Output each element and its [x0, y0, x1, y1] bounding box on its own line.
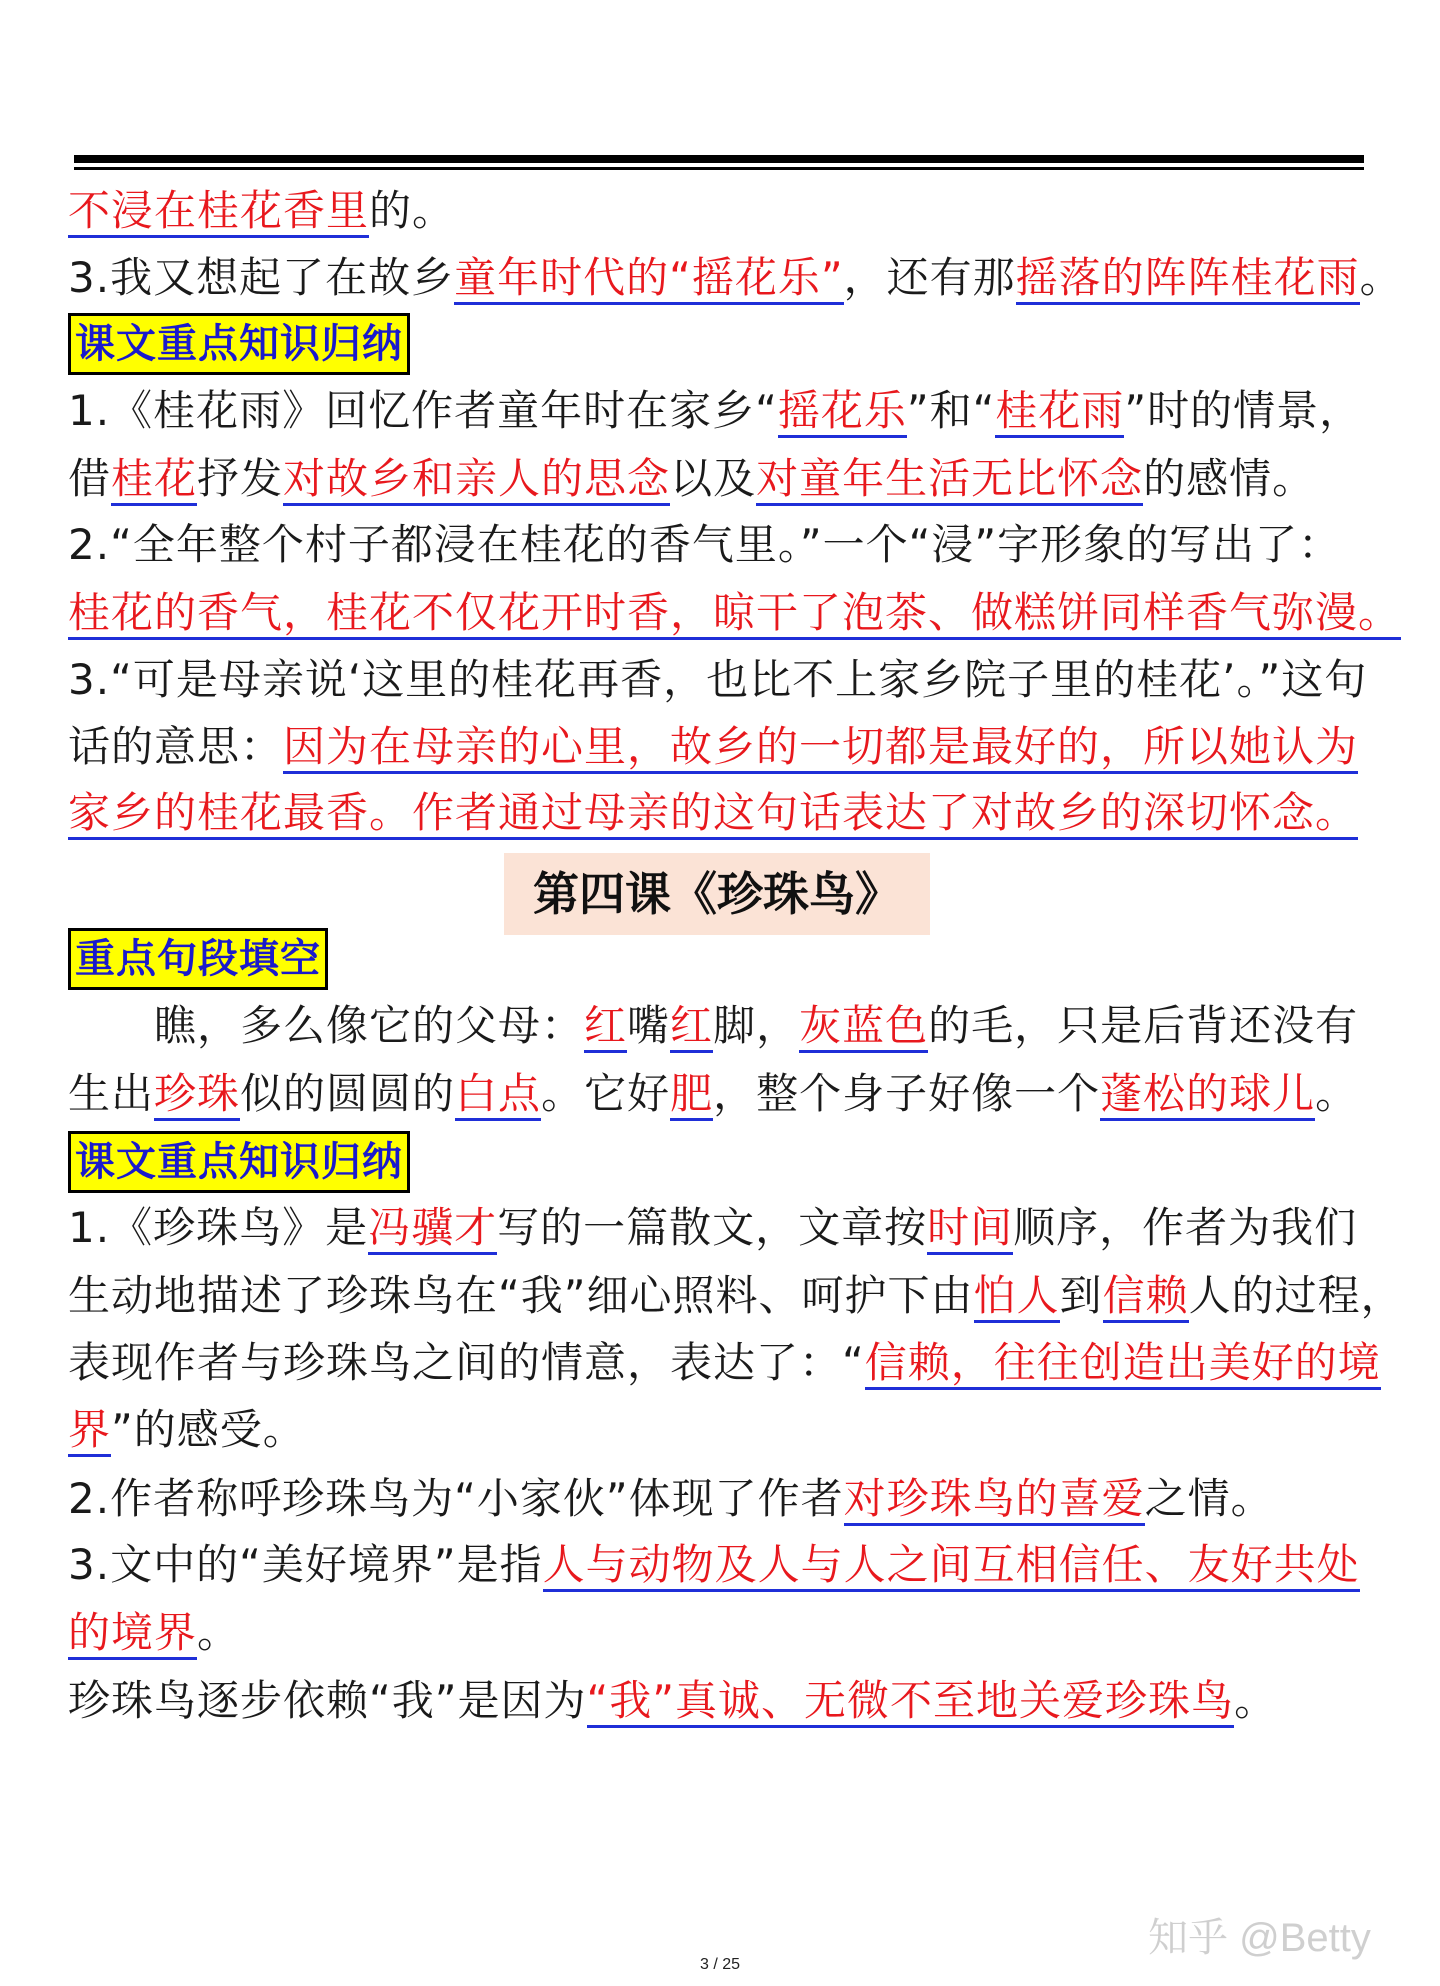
answer-text: 摇花乐	[778, 386, 907, 438]
body-text: 1.《珍珠鸟》是	[68, 1203, 369, 1252]
answer-text: 桂花雨	[995, 386, 1124, 438]
answer-text: 对珍珠鸟的喜爱	[844, 1474, 1145, 1526]
answer-text: 蓬松的球儿	[1100, 1069, 1315, 1121]
text-line	[68, 446, 1315, 512]
answer-text: 童年时代的“摇花乐”	[454, 253, 844, 305]
answer-text: 的境界	[68, 1608, 197, 1660]
section-heading: 课文重点知识归纳	[68, 1131, 410, 1193]
answer-text: 灰蓝色	[799, 1001, 928, 1053]
text-line	[68, 925, 328, 991]
body-text: 。	[1359, 253, 1403, 302]
text-line	[68, 245, 1403, 311]
answer-text: 家乡的桂花最香。作者通过母亲的这句话表达了对故乡的深切怀念。	[68, 788, 1358, 840]
answer-text: 桂花的香气，桂花不仅花开时香，晾干了泡茶、做糕饼同样香气弥漫。	[68, 588, 1401, 640]
answer-text: 摇落的阵阵桂花雨	[1016, 253, 1360, 305]
body-text: 人的过程，	[1188, 1271, 1404, 1320]
text-line	[68, 1600, 240, 1666]
body-text: 话的意思：	[68, 722, 284, 771]
text-line	[68, 178, 455, 244]
answer-text: 红	[584, 1001, 627, 1053]
answer-text: 白点	[455, 1069, 541, 1121]
body-text: 瞧，多么像它的父母：	[68, 1001, 585, 1050]
body-text: 1.《桂花雨》回忆作者童年时在家乡“	[68, 386, 778, 435]
answer-text: 冯骥才	[368, 1203, 497, 1255]
body-text: 以及	[670, 454, 757, 503]
answer-text: “我”真诚、无微不至地关爱珍珠鸟	[587, 1676, 1235, 1728]
text-line	[68, 512, 1341, 578]
body-text: ，整个身子好像一个	[713, 1069, 1101, 1118]
text-line	[68, 1466, 1274, 1532]
answer-text: 对故乡和亲人的思念	[283, 454, 670, 506]
body-text: 的毛，只是后背还没有	[928, 1001, 1359, 1050]
answer-text: 怕人	[974, 1271, 1060, 1323]
body-text: 顺序，作者为我们	[1013, 1203, 1358, 1252]
answer-text: 不浸在桂花香里	[68, 186, 369, 238]
body-text: 。	[1234, 1676, 1278, 1725]
body-text: 的。	[369, 186, 456, 235]
body-text: 似的圆圆的	[240, 1069, 456, 1118]
text-line	[68, 310, 410, 376]
body-text: ”时的情景，	[1124, 386, 1363, 435]
body-text: 3.我又想起了在故乡	[68, 253, 455, 302]
body-text: ，还有那	[843, 253, 1016, 302]
answer-text: 信赖，往往创造出美好的境	[865, 1338, 1381, 1390]
body-text: 。它好	[541, 1069, 671, 1118]
body-text: 。	[197, 1608, 241, 1657]
answer-text: 因为在母亲的心里，故乡的一切都是最好的，所以她认为	[283, 722, 1358, 774]
text-line	[68, 580, 1401, 646]
text-line	[68, 1263, 1404, 1329]
answer-text: 对童年生活无比怀念	[756, 454, 1143, 506]
body-text: ”的感受。	[111, 1405, 306, 1454]
body-text: 脚，	[713, 1001, 800, 1050]
answer-text: 信赖	[1103, 1271, 1189, 1323]
text-line	[68, 780, 1358, 846]
body-text: 珍珠鸟逐步依赖“我”是因为	[68, 1676, 587, 1725]
section-heading: 重点句段填空	[68, 928, 328, 990]
body-text: 3.“可是母亲说‘这里的桂花再香，也比不上家乡院子里的桂花’。”这句	[68, 655, 1368, 704]
text-line	[68, 378, 1362, 444]
text-line	[68, 993, 1358, 1059]
text-line	[68, 1330, 1381, 1396]
text-line	[68, 1532, 1360, 1598]
answer-text: 桂花	[111, 454, 197, 506]
answer-text: 红	[670, 1001, 713, 1053]
body-text: 生出	[68, 1069, 155, 1118]
body-text: 抒发	[197, 454, 284, 503]
header-rule-thick	[74, 155, 1364, 163]
body-text: 2.作者称呼珍珠鸟为“小家伙”体现了作者	[68, 1474, 844, 1523]
answer-text: 人与动物及人与人之间互相信任、友好共处	[543, 1540, 1360, 1592]
text-line	[68, 1061, 1358, 1127]
answer-text: 珍珠	[154, 1069, 240, 1121]
body-text: 2.“全年整个村子都浸在桂花的香气里。”一个“浸”字形象的写出了：	[68, 520, 1342, 569]
section-heading: 课文重点知识归纳	[68, 313, 410, 375]
answer-text: 界	[68, 1405, 111, 1457]
body-text: 的感情。	[1143, 454, 1316, 503]
body-text: 写的一篇散文，文章按	[497, 1203, 928, 1252]
text-line	[68, 714, 1358, 780]
body-text: 到	[1059, 1271, 1103, 1320]
body-text: 3.文中的“美好境界”是指	[68, 1540, 543, 1589]
lesson-title: 第四课《珍珠鸟》	[504, 853, 930, 935]
header-rule-thin	[74, 167, 1364, 170]
text-line	[68, 1668, 1277, 1734]
text-line	[68, 1195, 1357, 1261]
text-line	[68, 1397, 306, 1463]
body-text: ”和“	[906, 386, 996, 435]
body-text: 嘴	[627, 1001, 671, 1050]
answer-text: 时间	[927, 1203, 1013, 1255]
answer-text: 肥	[670, 1069, 713, 1121]
body-text: 之情。	[1144, 1474, 1274, 1523]
body-text: 生动地描述了珍珠鸟在“我”细心照料、呵护下由	[68, 1271, 974, 1320]
watermark: 知乎 @Betty	[1148, 1916, 1371, 1960]
page-number: 3 / 25	[699, 1956, 741, 1973]
body-text: 表现作者与珍珠鸟之间的情意，表达了：“	[68, 1338, 865, 1387]
text-line	[68, 1128, 410, 1194]
body-text: 借	[68, 454, 112, 503]
body-text: 。	[1315, 1069, 1359, 1118]
text-line	[68, 647, 1367, 713]
